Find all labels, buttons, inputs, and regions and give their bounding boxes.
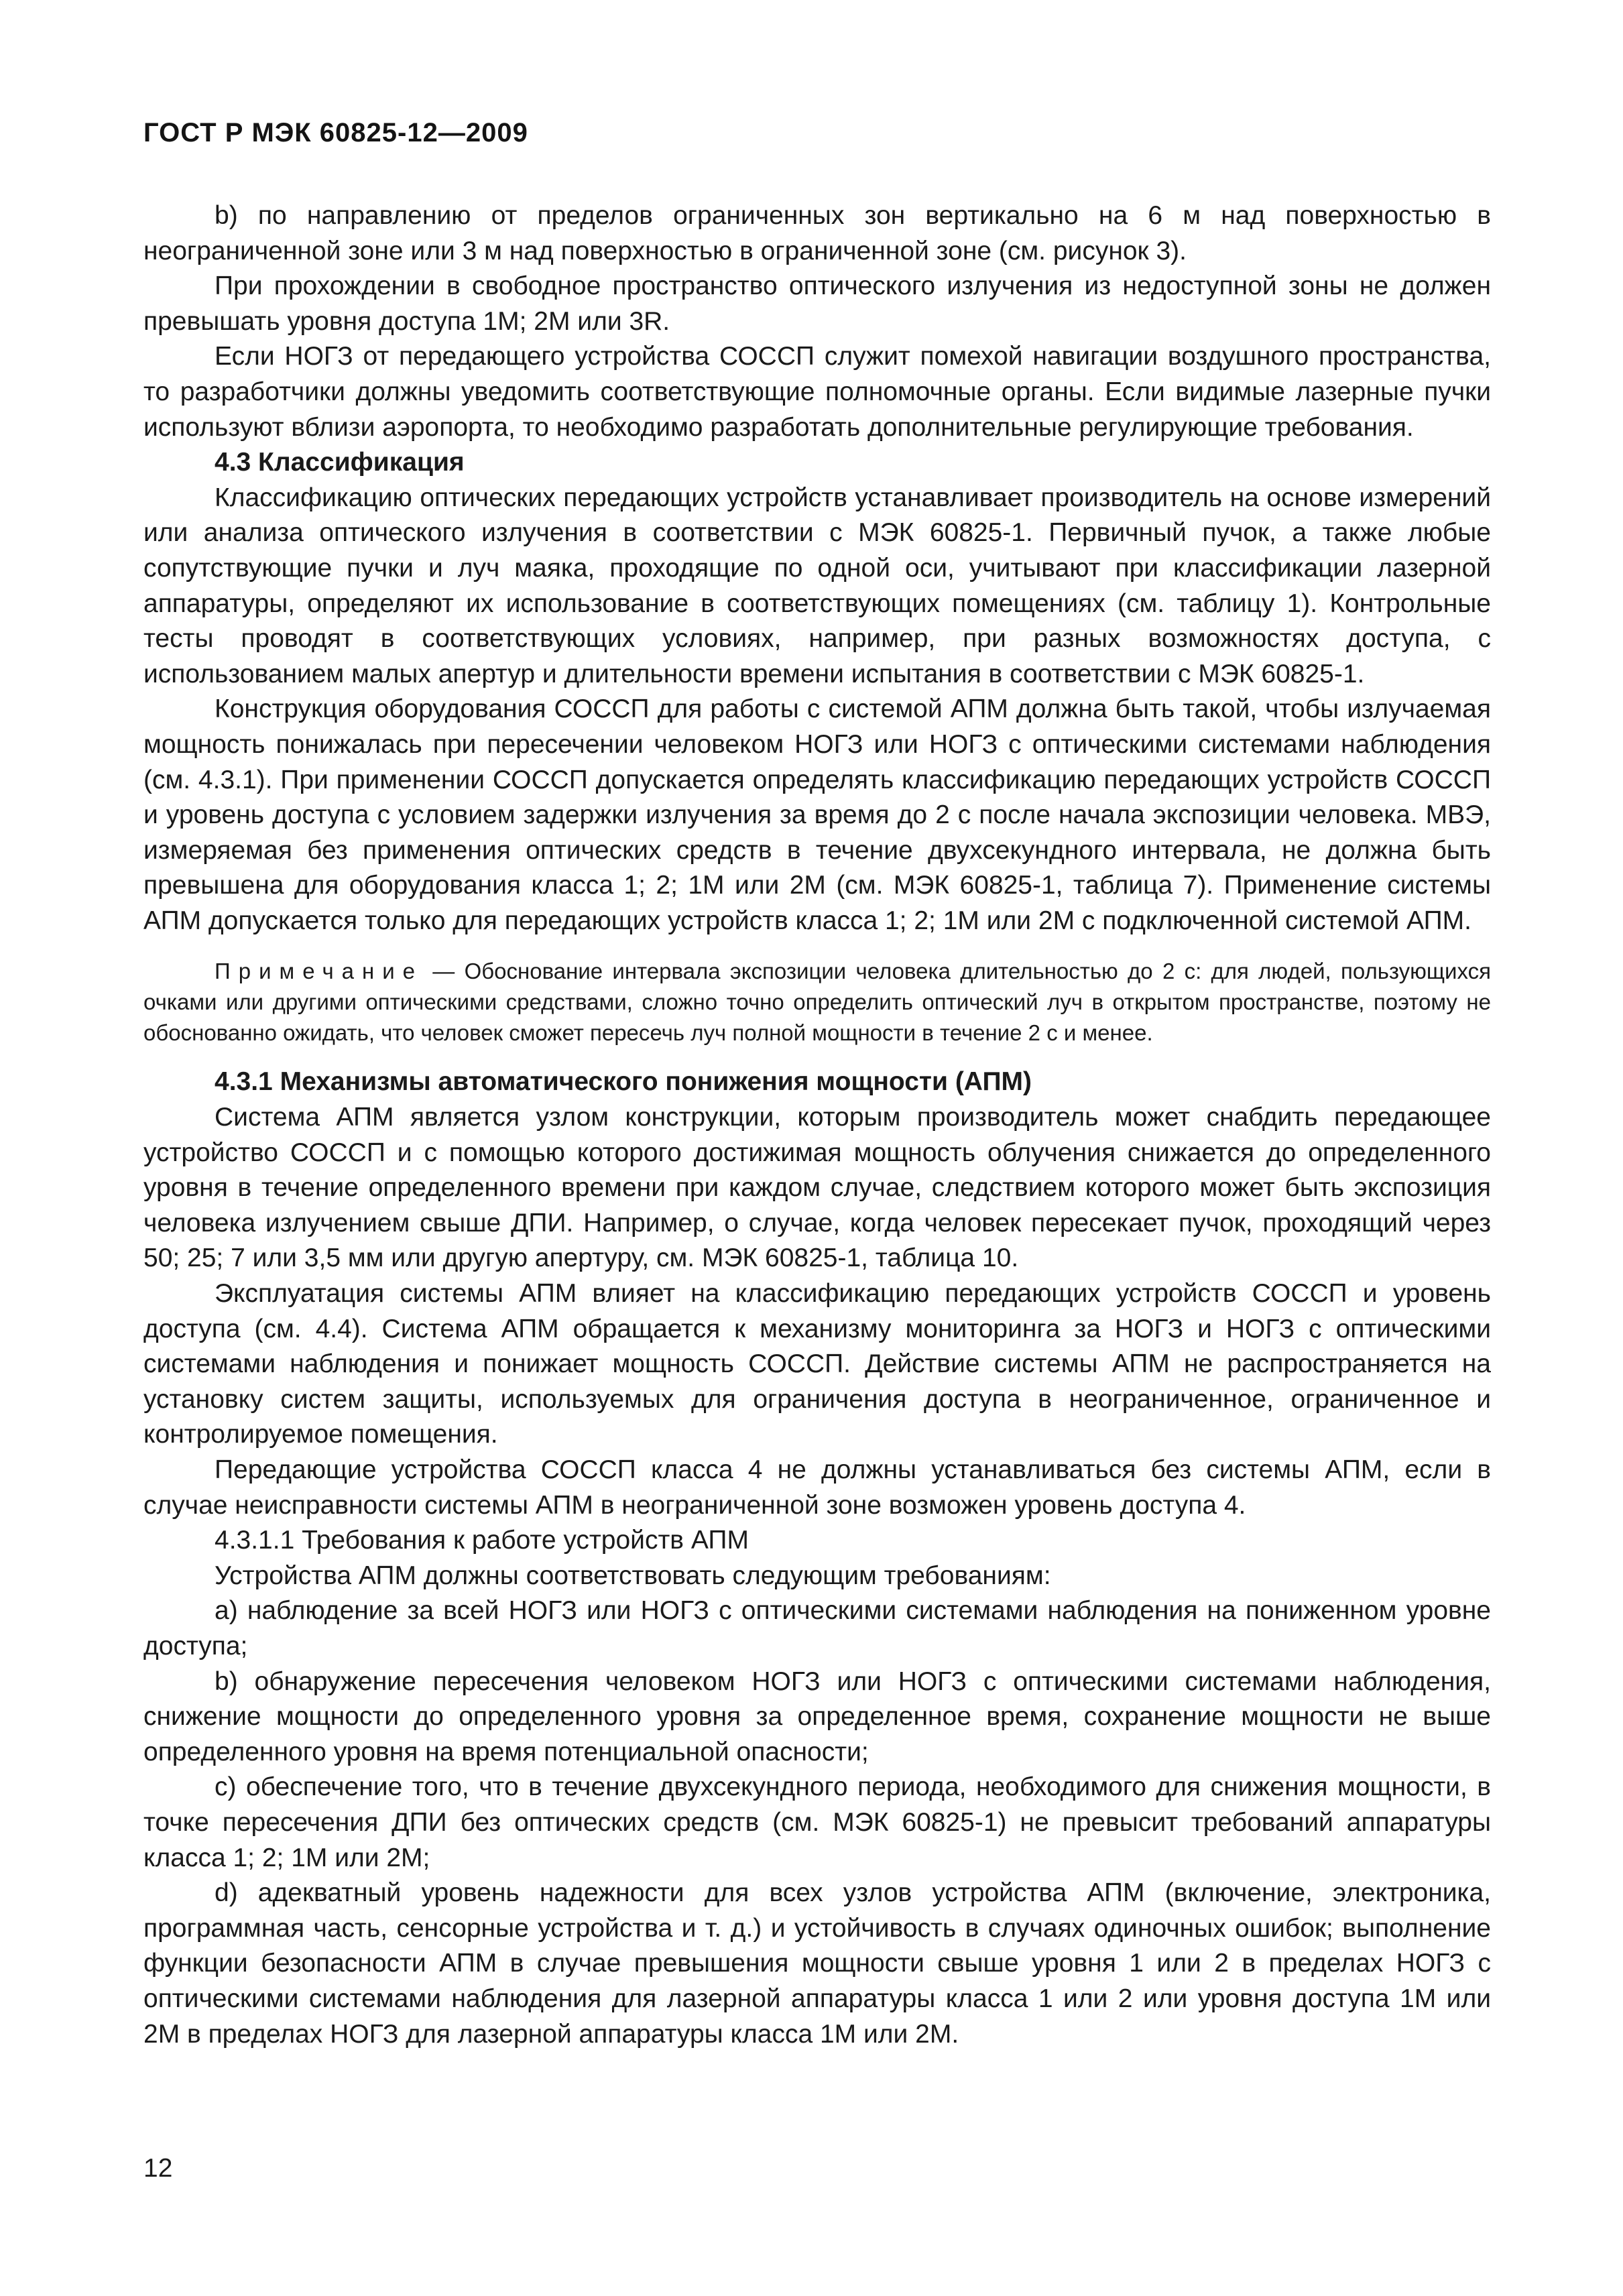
paragraph: При прохождении в свободное пространство оптического излучения из недоступной зоны не должен превышать уровня доступа 1М; 2М или 3R.: [143, 271, 1491, 336]
paragraph: Система АПМ является узлом конструкции, которым производитель может снабдить передающее устройство СОССП и с помощью которого достижимая мощность облучения снижается до определенного уровня в течение определенного времени при каждом случае, следствием которого может быть экспозиция человека излучением свыше ДПИ. Например, о случае, когда человек пересекает пучок, проходящий через 50; 25; 7 или 3,5 мм или другую апертуру, см. МЭК 60825-1, таблица 10.: [143, 1103, 1491, 1273]
note-text: — Обоснование интервала экспозиции человека длительностью до 2 с: для людей, пользующихся очками или другими оптическими средствами, сложно точно определить оптический луч в открытом пространстве, поэтому не обоснованно ожидать, что человек сможет пересечь луч полной мощности в течение 2 с и менее.: [143, 959, 1491, 1046]
note: [143, 956, 1491, 1048]
page-number: 12: [143, 2154, 173, 2183]
list-item: d) адекватный уровень надежности для всех узлов устройства АПМ (включение, электроника, программная часть, сенсорные устройства и т. д.) и устойчивость в случаях одиночных ошибок; выполнение функции безопасности АПМ в случае превышения мощности свыше уровня 1 или 2 в пределах НОГЗ с оптическими системами наблюдения для лазерной аппаратуры класса 1 или 2 или уровня доступа 1М или 2М в пределах НОГЗ для лазерной аппаратуры класса 1М или 2М.: [143, 1878, 1491, 2049]
list-item: c) обеспечение того, что в течение двухсекундного периода, необходимого для снижения мощности, в точке пересечения ДПИ без оптических средств (см. МЭК 60825-1) не превысит требований аппаратуры класса 1; 2; 1М или 2М;: [143, 1772, 1491, 1872]
paragraph: Если НОГЗ от передающего устройства СОССП служит помехой навигации воздушного пространства, то разработчики должны уведомить соответствующие полномочные органы. Если видимые лазерные пучки используют вблизи аэропорта, то необходимо разработать дополнительные регулирующие требования.: [143, 342, 1491, 442]
section-heading-4-3-1: 4.3.1 Механизмы автоматического понижения мощности (АПМ): [215, 1067, 1032, 1097]
paragraph: Передающие устройства СОССП класса 4 не должны устанавливаться без системы АПМ, если в случае неисправности системы АПМ в неограниченной зоне возможен уровень доступа 4.: [143, 1455, 1491, 1520]
section-heading-4-3: 4.3 Классификация: [215, 448, 465, 477]
note-label: Примечание: [215, 959, 424, 984]
paragraph: Конструкция оборудования СОССП для работы с системой АПМ должна быть такой, чтобы излучаемая мощность понижалась при пересечении человеком НОГЗ или НОГЗ с оптическими системами наблюдения (см. 4.3.1). При применении СОССП допускается определять классификацию передающих устройств СОССП и уровень доступа с условием задержки излучения за время до 2 с после начала экспозиции человека. МВЭ, измеряемая без применения оптических средств в течение двухсекундного интервала, не должна быть превышена для оборудования класса 1; 2; 1М или 2М (см. МЭК 60825-1, таблица 7). Применение системы АПМ допускается только для передающих устройств класса 1; 2; 1М или 2М с подключенной системой АПМ.: [143, 694, 1491, 935]
list-item: b) обнаружение пересечения человеком НОГЗ или НОГЗ с оптическими системами наблюдения, снижение мощности до определенного уровня за определенное время, сохранение мощности не выше определенного уровня на время потенциальной опасности;: [143, 1667, 1491, 1766]
list-item: a) наблюдение за всей НОГЗ или НОГЗ с оптическими системами наблюдения на пониженном уровне доступа;: [143, 1596, 1491, 1660]
subsection-title-4-3-1-1: 4.3.1.1 Требования к работе устройств АПМ: [215, 1526, 749, 1555]
paragraph: Классификацию оптических передающих устройств устанавливает производитель на основе измерений или анализа оптического излучения в соответствии с МЭК 60825-1. Первичный пучок, а также любые сопутствующие пучки и луч маяка, проходящие по одной оси, учитывают при классификации лазерной аппаратуры, определяют их использование в соответствующих помещениях (см. таблицу 1). Контрольные тесты проводят в соответствующих условиях, например, при разных возможностях доступа, с использованием малых апертур и длительности времени испытания в соответствии с МЭК 60825-1.: [143, 483, 1491, 688]
paragraph: Устройства АПМ должны соответствовать следующим требованиям:: [215, 1561, 1051, 1590]
body-text: [143, 198, 1491, 2052]
paragraph: b) по направлению от пределов ограниченных зон вертикально на 6 м над поверхностью в неограниченной зоне или 3 м над поверхностью в ограниченной зоне (см. рисунок 3).: [143, 201, 1491, 265]
standard-header: ГОСТ Р МЭК 60825-12—2009: [143, 118, 528, 147]
paragraph: Эксплуатация системы АПМ влияет на классификацию передающих устройств СОССП и уровень доступа (см. 4.4). Система АПМ обращается к механизму мониторинга за НОГЗ и НОГЗ с оптическими системами наблюдения и понижает мощность СОССП. Действие системы АПМ не распространяется на установку систем защиты, используемых для ограничения доступа в неограниченное, ограниченное и контролируемое помещения.: [143, 1279, 1491, 1449]
